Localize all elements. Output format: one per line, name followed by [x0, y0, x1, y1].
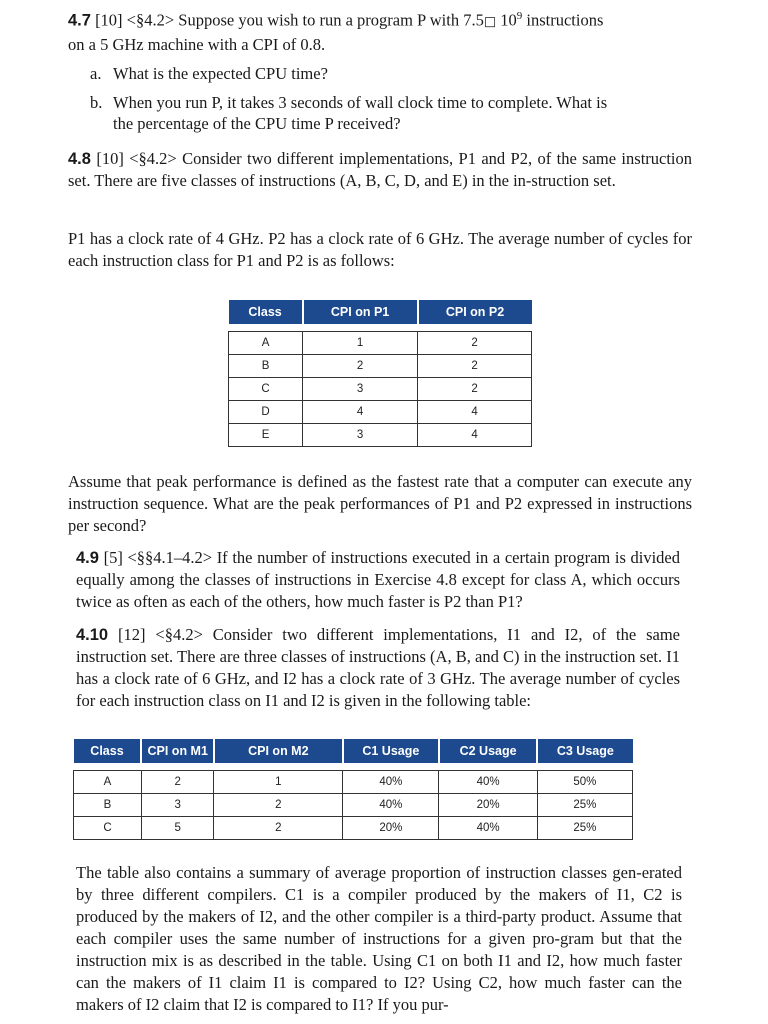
- exercise-number: 4.10: [76, 626, 109, 644]
- exercise-4-9: [76, 547, 680, 613]
- col-header: CPI on M1: [141, 739, 213, 763]
- table-row: [74, 817, 633, 840]
- question-text-cont: the percentage of the CPU time P received?: [113, 114, 401, 133]
- table-row: [74, 794, 633, 817]
- col-header: CPI on P1: [303, 300, 418, 324]
- peak-performance-para: Assume that peak performance is defined as the fastest rate that a computer can execute any instruction sequence. What are the peak performances of P1 and P2 expressed in instructions per second?: [68, 472, 692, 535]
- table-cell: 20%: [439, 794, 537, 817]
- power-base: 10: [500, 10, 517, 30]
- table-cell: A: [229, 332, 303, 355]
- col-header: Class: [229, 300, 303, 324]
- table-cell: 1: [303, 332, 418, 355]
- exercise-text-tail: instructions: [526, 10, 604, 30]
- table-cell: C: [229, 378, 303, 401]
- power-exponent: 9: [516, 10, 523, 22]
- table-cell: 40%: [343, 771, 439, 794]
- table-cell: A: [74, 771, 142, 794]
- compiler-usage-table: [73, 739, 633, 840]
- question-marker: b.: [90, 93, 103, 112]
- table-cell: 50%: [537, 771, 632, 794]
- table-cell: 2: [214, 794, 343, 817]
- table-cell: 4: [418, 401, 532, 424]
- question-text: When you run P, it takes 3 seconds of wall clock time to complete. What is: [113, 93, 608, 112]
- table-row: [229, 332, 532, 355]
- table-row: [229, 424, 532, 447]
- exercise-text: [10] <§4.2> Suppose you wish to run a program P with 7.5: [95, 10, 484, 30]
- table-cell: 40%: [439, 771, 537, 794]
- table-cell: 40%: [439, 817, 537, 840]
- col-header: CPI on M2: [214, 739, 343, 763]
- table-cell: 4: [418, 424, 532, 447]
- exercise-text: [12] <§4.2> Consider two different implementations, I1 and I2, of the same instruction set. There are three classes of instructions (A, B, and C) in the instruction set. I1 has a clock rate of 6 GHz, and I2 has a clock rate of 3 GHz. The average number of cycles for each instruction class on I1 and I2 is given in the following table:: [76, 625, 681, 710]
- table-cell: 2: [418, 355, 532, 378]
- question-b: [90, 92, 700, 135]
- table-cell: 2: [303, 355, 418, 378]
- table-cell: C: [74, 817, 142, 840]
- table-row: [74, 771, 633, 794]
- table-cell: 25%: [537, 817, 632, 840]
- table-cell: B: [74, 794, 142, 817]
- question-a: [90, 63, 700, 85]
- table-cell: 25%: [537, 794, 632, 817]
- table-cell: E: [229, 424, 303, 447]
- table-cell: 2: [418, 378, 532, 401]
- cpi-table-p1-p2: [228, 300, 532, 447]
- compiler-summary-para: The table also contains a summary of average proportion of instruction classes gen-erated by three different compilers. C1 is a compiler produced by the makers of I1, C2 is produced by the makers of I2, and the other compiler is a third-party product. Assume that each compiler uses the same number of instructions for a given pro-gram but that the instruction mix is as described in the table. Using C1 on both I1 and I2, how much faster can the makers of I1 claim I1 is compared to I2? Using C2, how much faster can the makers of I2 claim that I2 is compared to I1? If you pur-: [76, 863, 682, 1014]
- col-header: C1 Usage: [343, 739, 439, 763]
- table-cell: 5: [141, 817, 213, 840]
- table-row: [229, 401, 532, 424]
- table-cell: 20%: [343, 817, 439, 840]
- table-cell: 1: [214, 771, 343, 794]
- p1-p2-intro: P1 has a clock rate of 4 GHz. P2 has a clock rate of 6 GHz. The average number of cycles for each instruction class for P1 and P2 is as follows:: [68, 229, 692, 270]
- exercise-text: [10] <§4.2> Consider two different implementations, P1 and P2, of the same instruction set. There are five classes of instructions (A, B, C, D, and E) in the in-struction set.: [68, 149, 693, 190]
- table-cell: 3: [141, 794, 213, 817]
- exercise-text: [5] <§§4.1–4.2> If the number of instructions executed in a certain program is divided equally among the classes of instructions in Exercise 4.8 except for class A, which occurs twice as often as each of the others, how much faster is P2 than P1?: [76, 548, 680, 611]
- missing-glyph-box: □: [483, 14, 497, 30]
- table-cell: 4: [303, 401, 418, 424]
- table-row: [229, 355, 532, 378]
- col-header: C2 Usage: [439, 739, 537, 763]
- exercise-4-10: [76, 624, 680, 712]
- exercise-number: 4.9: [76, 549, 99, 567]
- question-text: What is the expected CPU time?: [113, 64, 328, 83]
- table-cell: 2: [214, 817, 343, 840]
- table-cell: 40%: [343, 794, 439, 817]
- table-cell: 2: [141, 771, 213, 794]
- exercise-text-line2: on a 5 GHz machine with a CPI of 0.8.: [68, 34, 326, 54]
- table-cell: B: [229, 355, 303, 378]
- col-header: Class: [74, 739, 142, 763]
- exercise-4-8: [68, 148, 692, 192]
- col-header: C3 Usage: [537, 739, 632, 763]
- table-cell: D: [229, 401, 303, 424]
- exercise-4-7: [68, 5, 700, 56]
- table-cell: 3: [303, 424, 418, 447]
- exercise-number: 4.7: [68, 11, 91, 30]
- table-row: [229, 378, 532, 401]
- question-marker: a.: [90, 64, 102, 83]
- table-cell: 2: [418, 332, 532, 355]
- exercise-number: 4.8: [68, 150, 91, 168]
- table-cell: 3: [303, 378, 418, 401]
- col-header: CPI on P2: [418, 300, 532, 324]
